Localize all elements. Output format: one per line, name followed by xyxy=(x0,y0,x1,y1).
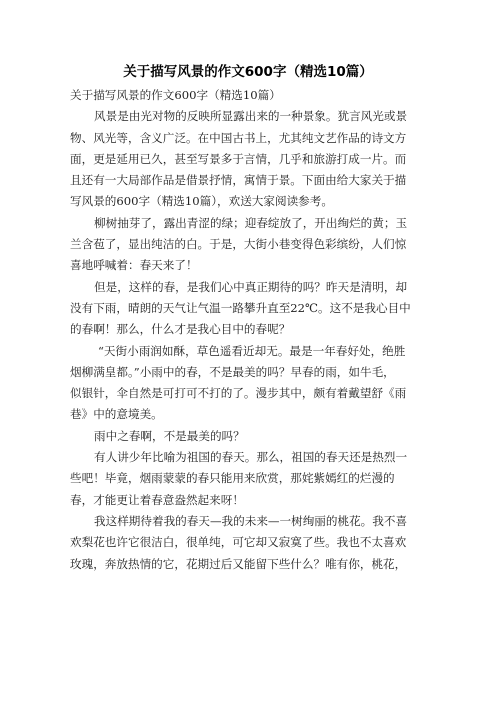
paragraph-line: 玫瑰，奔放热情的它，花期过后又能留下些什么？唯有你，桃花， xyxy=(70,556,407,571)
paragraph-line: 没有下雨，晴朗的天气让气温一路攀升直至22℃。这不是我心目中 xyxy=(70,300,411,315)
paragraph-line: 柳树抽芽了，露出青涩的绿；迎春绽放了，开出绚烂的黄；玉 xyxy=(94,215,408,230)
paragraph-line: 有人讲少年比喻为祖国的春天。那么，祖国的春天还是热烈一 xyxy=(94,450,408,465)
paragraph-line: 风景是由光对物的反映所显露出来的一种景象。犹言风光或景 xyxy=(94,109,408,124)
paragraph-line: 物、风光等，含义广泛。在中国古书上，尤其纯文艺作品的诗文方 xyxy=(70,130,407,145)
document-body xyxy=(70,85,422,575)
paragraph-line: 欢梨花也许它很洁白，很单纯，可它却又寂寞了些。我也不太喜欢 xyxy=(70,535,407,550)
paragraph-line: 巷》中的意境美。 xyxy=(70,407,163,422)
paragraph-line: 似银针，伞自然是可打可不打的了。漫步其中，颇有着戴望舒《雨 xyxy=(70,386,407,401)
paragraph-line: 烟柳满皇都。”小雨中的春，不是最美的吗？早春的雨，如牛毛， xyxy=(70,364,395,379)
subtitle-line: 关于描写风景的作文600字（精选10篇） xyxy=(70,88,281,102)
paragraph-line: 我这样期待着我的春天—我的未来—一树绚丽的桃花。我不喜 xyxy=(94,513,408,528)
paragraph-line: 面，更是延用已久，甚至写景多于言情，几乎和旅游打成一片。而 xyxy=(70,151,407,166)
document-title: 关于描写风景的作文600字（精选10篇） xyxy=(123,64,373,80)
paragraph-line: 兰含苞了，显出纯洁的白。于是，大街小巷变得色彩缤纷，人们惊 xyxy=(70,237,407,252)
paragraph-line: 且还有一大局部作品是借景抒情，寓情于景。下面由给大家关于描 xyxy=(70,173,407,188)
paragraph-line: 春，才能更让着春意盎然起来呀！ xyxy=(70,492,244,507)
paragraph-line: 雨中之春啊，不是最美的吗？ xyxy=(94,428,245,443)
paragraph-line: 些吧！毕竟，烟雨蒙蒙的春只能用来欣赏，那姹紫嫣红的烂漫的 xyxy=(70,471,395,486)
paragraph-line: 喜地呼喊着：春天来了！ xyxy=(70,258,198,273)
paragraph-line: 但是，这样的春，是我们心中真正期待的吗？昨天是清明，却 xyxy=(94,279,408,294)
paragraph-line: 的春啊！那么，什么才是我心目中的春呢？ xyxy=(70,322,291,337)
paragraph-line: “天街小雨润如酥，草色遥看近却无。最是一年春好处，绝胜 xyxy=(98,343,406,358)
paragraph-line: 写风景的600字（精选10篇），欢送大家阅读参考。 xyxy=(70,194,333,209)
